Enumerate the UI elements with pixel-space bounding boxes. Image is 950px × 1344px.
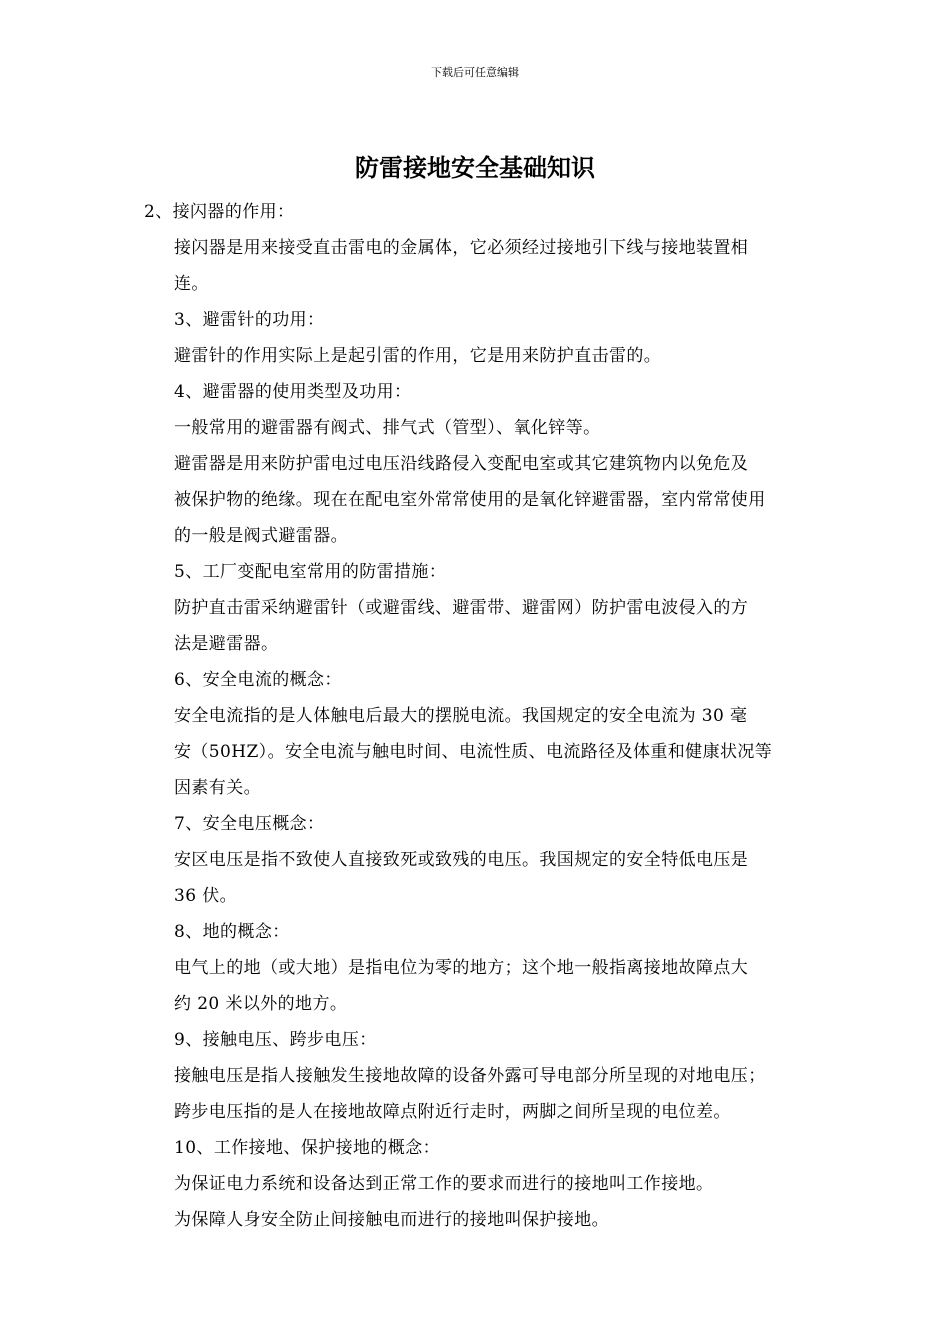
paragraph <box>144 810 810 839</box>
paragraph <box>144 918 810 947</box>
document-title: 防雷接地安全基础知识 <box>355 153 595 182</box>
paragraph-line: 5、工厂变配电室常用的防雷措施： <box>174 562 447 582</box>
paragraph-line: 4、避雷器的使用类型及功用： <box>174 382 412 402</box>
paragraph-line: 接闪器是用来接受直击雷电的金属体，它必须经过接地引下线与接地装置相 <box>174 238 749 258</box>
paragraph-line: 为保证电力系统和设备达到正常工作的要求而进行的接地叫工作接地。 <box>174 1174 714 1194</box>
document-body <box>144 198 810 1242</box>
paragraph <box>144 450 810 551</box>
paragraph <box>144 1206 810 1235</box>
paragraph <box>144 702 810 803</box>
paragraph-line: 一般常用的避雷器有阀式、排气式（管型）、氧化锌等。 <box>174 418 601 438</box>
paragraph-line: 约 20 米以外的地方。 <box>174 994 348 1014</box>
paragraph <box>144 1170 810 1199</box>
paragraph-line: 安全电流指的是人体触电后最大的摆脱电流。我国规定的安全电流为 30 毫 <box>174 706 748 726</box>
paragraph-line: 因素有关。 <box>174 778 261 798</box>
paragraph <box>144 198 810 227</box>
paragraph-line: 电气上的地（或大地）是指电位为零的地方；这个地一般指离接地故障点大 <box>174 958 749 978</box>
paragraph-line: 的一般是阀式避雷器。 <box>174 526 348 546</box>
paragraph-line: 安区电压是指不致使人直接致死或致残的电压。我国规定的安全特低电压是 <box>174 850 749 870</box>
paragraph <box>144 954 810 1019</box>
paragraph <box>144 558 810 587</box>
paragraph-line: 36 伏。 <box>174 886 238 906</box>
paragraph-line: 连。 <box>174 274 209 294</box>
paragraph <box>144 1062 810 1127</box>
paragraph-line: 10、工作接地、保护接地的概念： <box>174 1138 441 1158</box>
paragraph-line: 防护直击雷采纳避雷针（或避雷线、避雷带、避雷网）防护雷电波侵入的方 <box>174 598 749 618</box>
paragraph-line: 3、避雷针的功用： <box>174 310 325 330</box>
paragraph-line: 安（50HZ）。安全电流与触电时间、电流性质、电流路径及体重和健康状况等 <box>174 742 773 762</box>
paragraph <box>144 306 810 335</box>
paragraph-line: 避雷针的作用实际上是起引雷的作用，它是用来防护直击雷的。 <box>174 346 662 366</box>
paragraph <box>144 1134 810 1163</box>
paragraph <box>144 846 810 911</box>
paragraph-line: 8、地的概念： <box>174 922 290 942</box>
paragraph <box>144 414 810 443</box>
header-note: 下载后可任意编辑 <box>431 66 519 79</box>
paragraph-line: 2、接闪器的作用： <box>144 202 295 222</box>
paragraph-line: 跨步电压指的是人在接地故障点附近行走时，两脚之间所呈现的电位差。 <box>174 1102 731 1122</box>
paragraph-line: 法是避雷器。 <box>174 634 279 654</box>
paragraph <box>144 594 810 659</box>
paragraph <box>144 378 810 407</box>
paragraph-line: 为保障人身安全防止间接触电而进行的接地叫保护接地。 <box>174 1210 609 1230</box>
paragraph-line: 接触电压是指人接触发生接地故障的设备外露可导电部分所呈现的对地电压； <box>174 1066 766 1086</box>
paragraph <box>144 234 810 299</box>
paragraph-line: 9、接触电压、跨步电压： <box>174 1030 377 1050</box>
paragraph <box>144 342 810 371</box>
paragraph <box>144 1026 810 1055</box>
paragraph-line: 避雷器是用来防护雷电过电压沿线路侵入变配电室或其它建筑物内以免危及 <box>174 454 749 474</box>
paragraph-line: 6、安全电流的概念： <box>174 670 342 690</box>
paragraph-line: 被保护物的绝缘。现在在配电室外常常使用的是氧化锌避雷器，室内常常使用 <box>174 490 766 510</box>
paragraph-line: 7、安全电压概念： <box>174 814 325 834</box>
paragraph <box>144 666 810 695</box>
